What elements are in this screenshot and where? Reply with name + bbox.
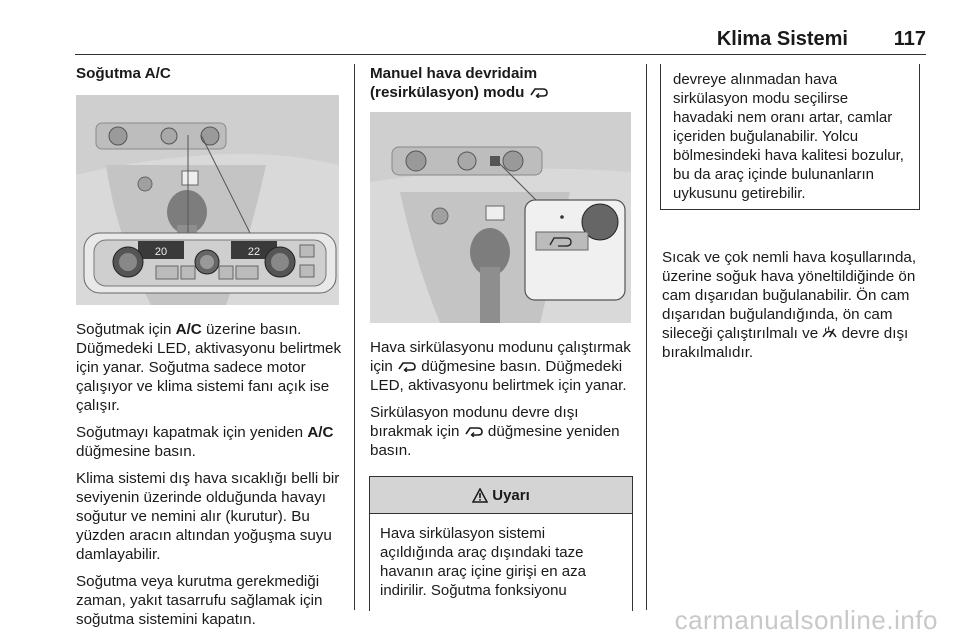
column-2 (370, 64, 636, 102)
warning-header (370, 477, 632, 514)
column-3-body (662, 248, 928, 370)
recirculation-paragraph-2: Sirkülasyon modunu devre dışı bırakmak için düğmesine yeniden basın. (370, 404, 620, 459)
section-heading-recirculation: Manuel hava devridaim (resirkülasyon) modu (370, 64, 636, 102)
column-divider-1 (354, 64, 355, 610)
ac-key-label: A/C (307, 424, 334, 441)
condensation-paragraph: Sıcak ve çok nemli hava koşullarında, üzerine soğuk hava yöneltildiğinde ön cam dışarıdan buğulanabilir. Ön cam dışarıdan buğulandığında, ön cam sileceği çalıştırılmalı ve devre dışı bırakılmalıdır. (662, 249, 917, 361)
page-header (75, 28, 926, 50)
watermark: carmanualsonline.info (674, 605, 938, 635)
cooling-paragraph-4: Soğutma veya kurutma gerekmediği zaman, yakıt tasarrufu sağlamak için soğutma sistemini kapatın. (76, 573, 323, 628)
warning-triangle-icon (472, 488, 488, 503)
windshield-wiper-icon (822, 325, 837, 339)
recirculation-paragraph-1: Hava sirkülasyonu modunu çalıştırmak için düğmesine basın. Düğmedeki LED, aktivasyonu belirtmek için yanar. (370, 339, 631, 394)
column-1-body (76, 320, 342, 637)
header-rule (75, 54, 926, 55)
cooling-paragraph-3: Klima sistemi dış hava sıcaklığı belli bir seviyenin üzerinde olduğunda havayı soğutur ve nemini alır (kurutur). Bu yüzden aracın altından yoğuşma suyu damlayabilir. (76, 470, 340, 563)
warning-continuation-box: devreye alınmadan hava sirkülasyon modu seçilirse havadaki nem oranı artar, camlar içeriden buğulanabilir. Yolcu bölmesindeki hava kalitesi bozulur, bu da araç içinde bulunanların uykusunu getirebilir. (660, 64, 920, 210)
figure-ac-panel (76, 95, 339, 305)
recirculation-icon (397, 360, 417, 372)
warning-text: Hava sirkülasyon sistemi açıldığında araç dışındaki taze havanın araç içine girişi en aza indirilir. Soğutma fonksiyonu (380, 525, 586, 599)
column-1 (76, 64, 342, 83)
section-heading-cooling: Soğutma A/C (76, 65, 171, 82)
page-number: 117 (893, 28, 926, 50)
page-title: Klima Sistemi (716, 28, 848, 50)
column-2-body (370, 338, 636, 468)
warning-title: Uyarı (492, 486, 530, 504)
left-temp-display: 20 (154, 246, 168, 258)
column-divider-2 (646, 64, 647, 610)
recirculation-icon (529, 86, 549, 98)
warning-box (369, 476, 633, 611)
figure-recirculation-panel (370, 112, 631, 323)
cooling-paragraph-1: Soğutmak için A/C üzerine basın. Düğmedeki LED, aktivasyonu belirtmek için yanar. Soğutma sadece motor çalışıyor ve klima sistemi fanı açık ise çalışır. (76, 321, 342, 414)
ac-key-label: A/C (175, 321, 202, 338)
cooling-paragraph-2: Soğutmayı kapatmak için yeniden A/C düğmesine basın. (76, 424, 334, 460)
right-temp-display: 22 (247, 246, 261, 258)
recirculation-icon (464, 425, 484, 437)
